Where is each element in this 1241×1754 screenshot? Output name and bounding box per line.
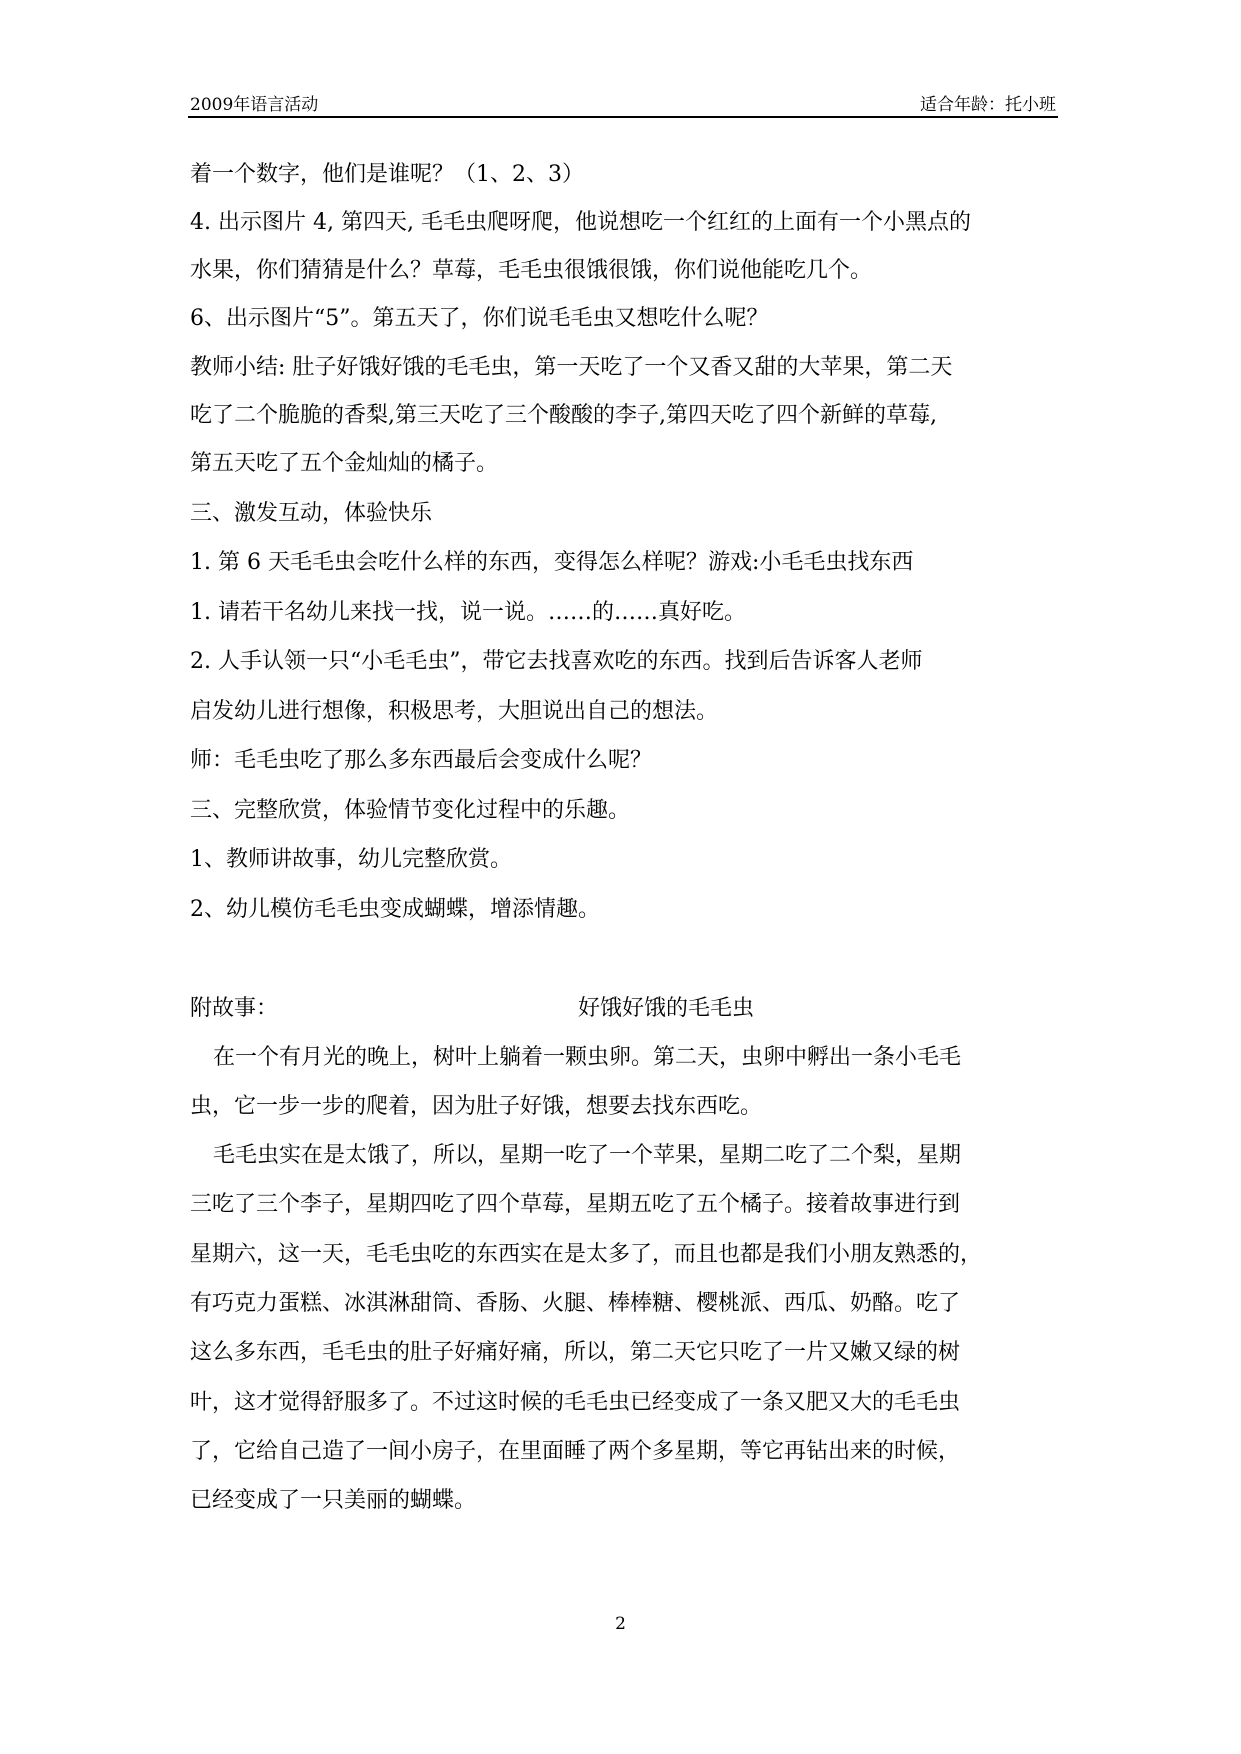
body-line: 着一个数字，他们是谁呢？（1、2、3） — [190, 162, 584, 187]
story-label: 附故事： — [190, 996, 279, 1021]
body-line: 启发幼儿进行想像，积极思考，大胆说出自己的想法。 — [190, 699, 719, 724]
story-line: 星期六，这一天，毛毛虫吃的东西实在是太多了，而且也都是我们小朋友熟悉的， — [190, 1242, 983, 1267]
story-line: 在一个有月光的晚上，树叶上躺着一颗虫卵。第二天，虫卵中孵出一条小毛毛 — [213, 1045, 962, 1070]
story-title: 好饿好饿的毛毛虫 — [578, 996, 755, 1021]
section-heading: 三、激发互动，体验快乐 — [190, 501, 433, 526]
story-line: 已经变成了一只美丽的蝴蝶。 — [190, 1488, 477, 1513]
section-heading: 三、完整欣赏，体验情节变化过程中的乐趣。 — [190, 798, 631, 823]
body-line: 1、教师讲故事，幼儿完整欣赏。 — [190, 847, 512, 872]
story-line: 虫，它一步一步的爬着，因为肚子好饿，想要去找东西吃。 — [190, 1094, 763, 1119]
header-left: 2009年语言活动 — [190, 95, 319, 115]
body-line: 1. 第 6 天毛毛虫会吃什么样的东西，变得怎么样呢？游戏:小毛毛虫找东西 — [190, 550, 914, 575]
body-line: 教师小结: 肚子好饿好饿的毛毛虫，第一天吃了一个又香又甜的大苹果，第二天 — [190, 355, 953, 380]
story-line: 叶，这才觉得舒服多了。不过这时候的毛毛虫已经变成了一条又肥又大的毛毛虫 — [190, 1390, 961, 1415]
story-line: 了，它给自己造了一间小房子，在里面睡了两个多星期，等它再钻出来的时候， — [190, 1439, 961, 1464]
page-header — [188, 86, 1058, 118]
body-line: 6、出示图片“5”。第五天了，你们说毛毛虫又想吃什么呢？ — [190, 306, 769, 331]
story-line: 毛毛虫实在是太饿了，所以，星期一吃了一个苹果，星期二吃了二个梨，星期 — [213, 1143, 962, 1168]
body-line: 4. 出示图片 4, 第四天, 毛毛虫爬呀爬，他说想吃一个红红的上面有一个小黑点的 — [190, 210, 971, 235]
body-line: 师：毛毛虫吃了那么多东西最后会变成什么呢？ — [190, 748, 653, 773]
story-line: 三吃了三个李子，星期四吃了四个草莓，星期五吃了五个橘子。接着故事进行到 — [190, 1192, 961, 1217]
body-line: 吃了二个脆脆的香梨,第三天吃了三个酸酸的李子,第四天吃了四个新鲜的草莓, — [190, 403, 937, 428]
body-line: 1. 请若干名幼儿来找一找，说一说。……的……真好吃。 — [190, 600, 746, 625]
header-right: 适合年龄：托小班 — [920, 95, 1056, 115]
body-line: 第五天吃了五个金灿灿的橘子。 — [190, 451, 499, 476]
body-line: 2、幼儿模仿毛毛虫变成蝴蝶，增添情趣。 — [190, 897, 600, 922]
body-line: 2. 人手认领一只“小毛毛虫”，带它去找喜欢吃的东西。找到后告诉客人老师 — [190, 649, 923, 674]
page-number: 2 — [615, 1614, 626, 1634]
body-line: 水果，你们猜猜是什么？草莓，毛毛虫很饿很饿，你们说他能吃几个。 — [190, 258, 873, 283]
story-line: 有巧克力蛋糕、冰淇淋甜筒、香肠、火腿、棒棒糖、樱桃派、西瓜、奶酪。吃了 — [190, 1291, 961, 1316]
story-line: 这么多东西，毛毛虫的肚子好痛好痛，所以，第二天它只吃了一片又嫩又绿的树 — [190, 1340, 961, 1365]
